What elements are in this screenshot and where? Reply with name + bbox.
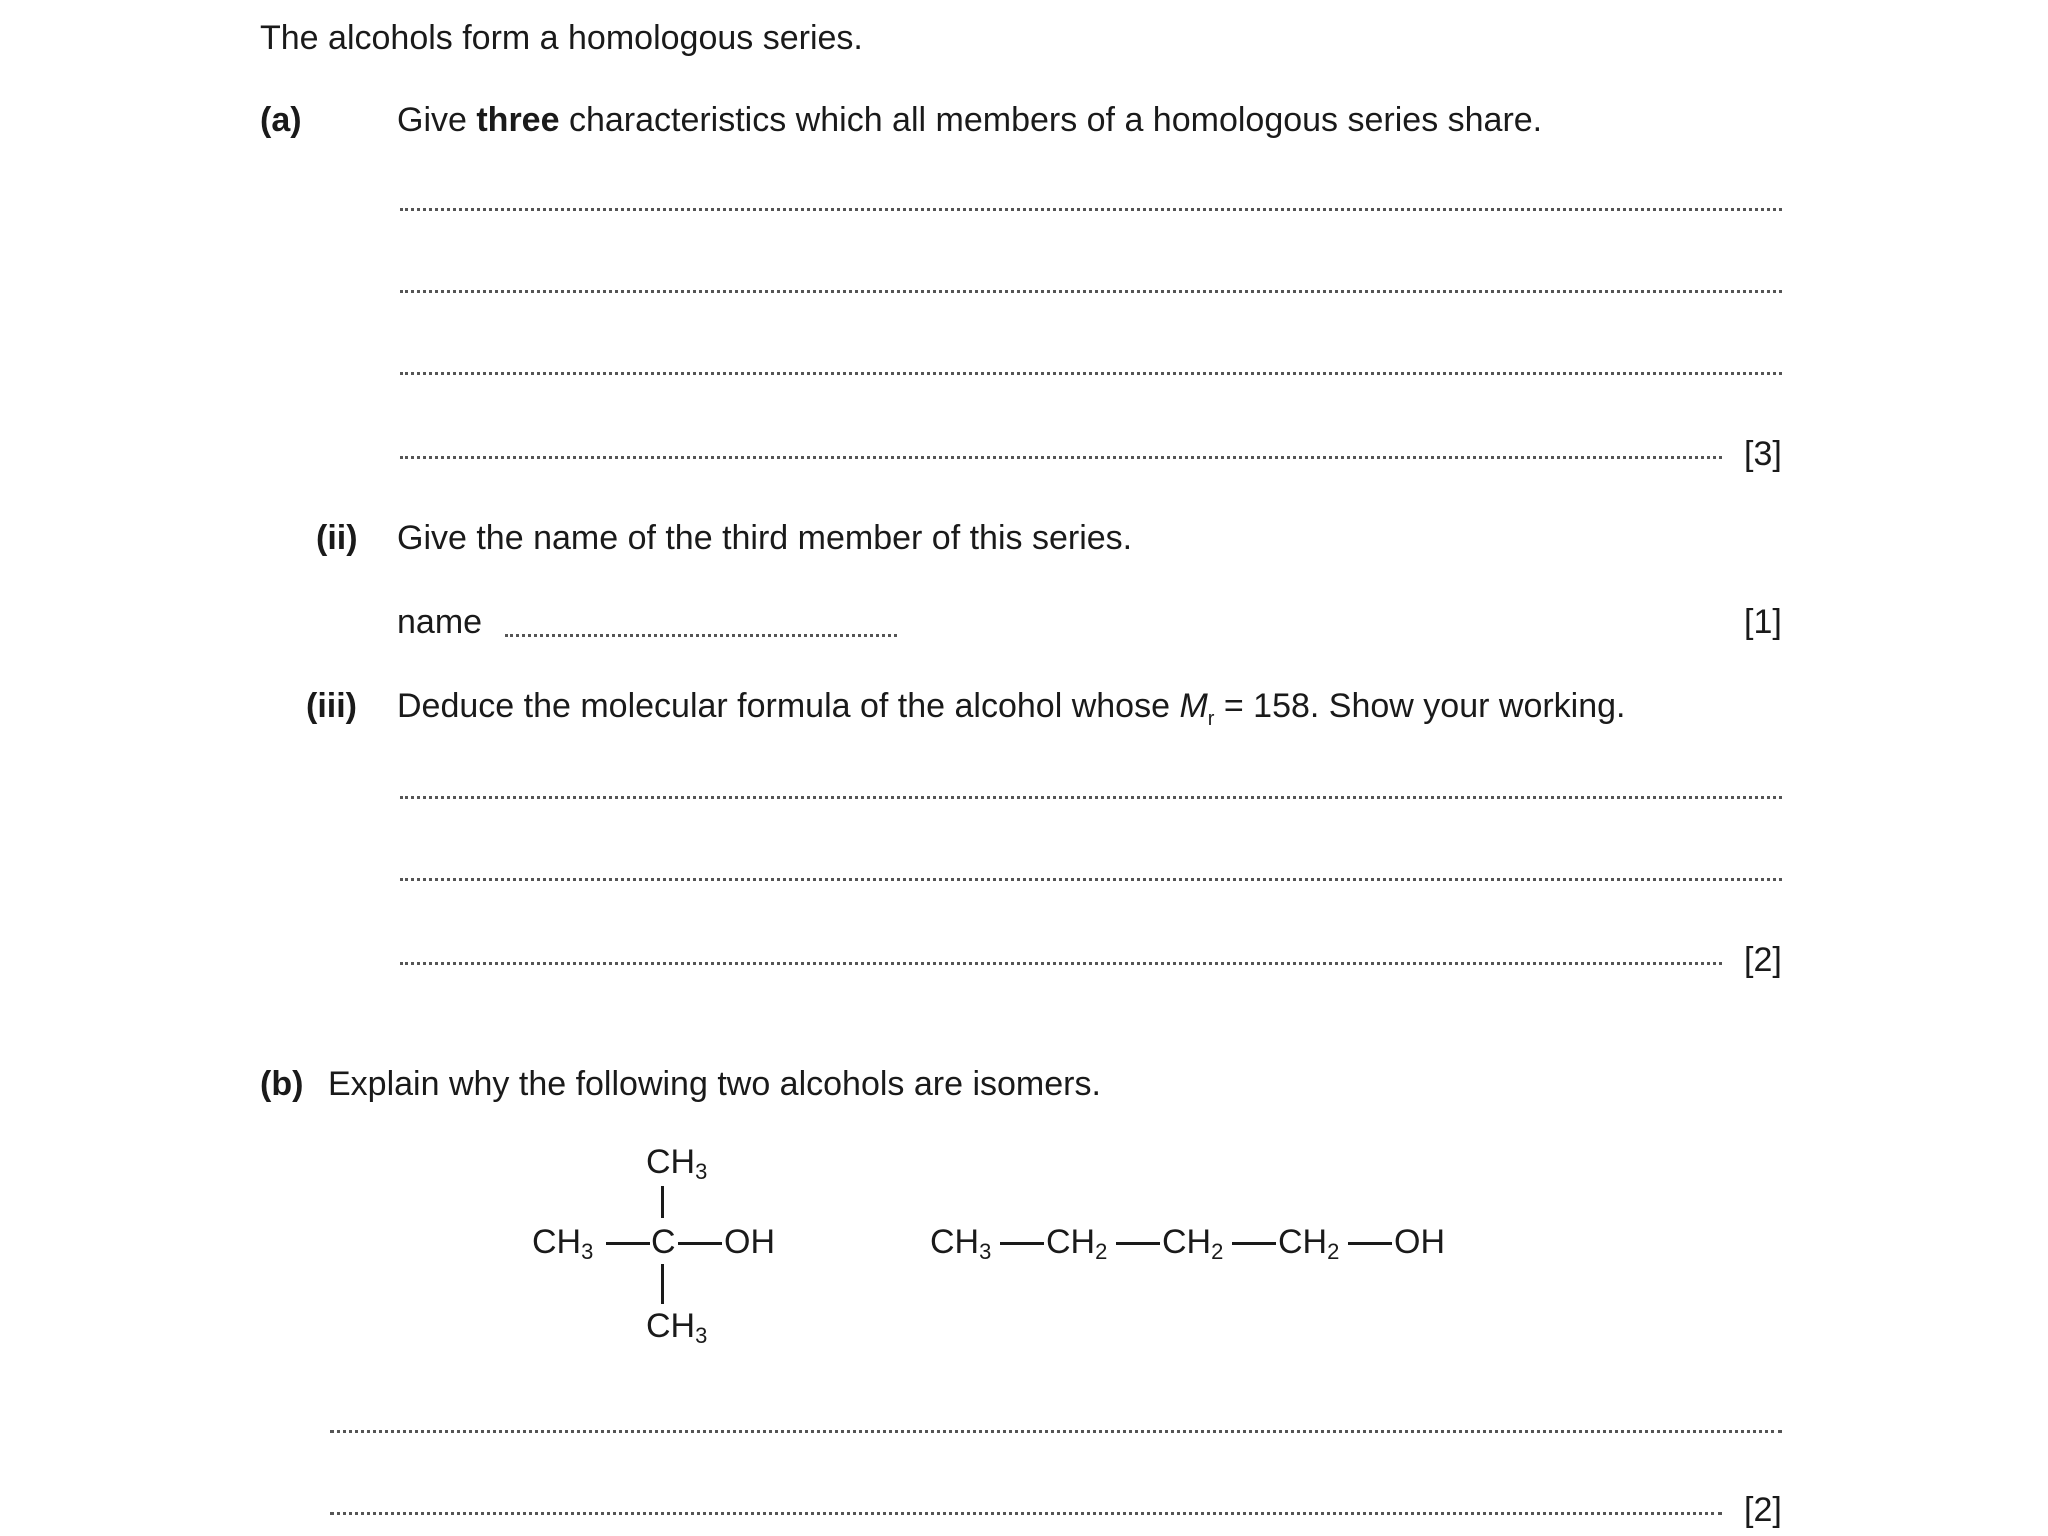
bond-line [1116,1242,1160,1245]
name-label: name [397,603,483,641]
part-a-label: (a) [260,101,302,139]
bond-line [661,1264,664,1304]
answer-line[interactable] [400,372,1782,375]
part-a-question: Give three characteristics which all members of a homologous series share. [397,101,1543,139]
answer-line[interactable] [400,796,1782,799]
molecule-2-group: $CH_2$ [1278,1223,1340,1264]
bond-line [1348,1242,1392,1245]
molecule-1-bottom-group: $CH_3$ [646,1307,708,1348]
answer-line[interactable] [400,208,1782,211]
answer-line[interactable] [400,290,1782,293]
molecule-2-group: $CH_3$ [930,1223,992,1264]
answer-line[interactable] [400,962,1722,965]
bond-line [606,1242,650,1245]
part-a-iii-question: Deduce the molecular formula of the alcohol whose $M_r = 158$. Show your working. [397,687,1626,730]
intro-text: The alcohols form a homologous series. [260,19,863,57]
part-a-ii-mark: [1] [1744,603,1782,641]
bond-line [678,1242,722,1245]
bond-line [661,1186,664,1218]
answer-line[interactable] [330,1430,1782,1433]
molecule-1-top-group: $CH_3$ [646,1143,708,1184]
part-b-mark: [2] [1744,1491,1782,1529]
molecule-2-group: $CH_2$ [1162,1223,1224,1264]
molecule-2-hydroxyl: OH [1394,1223,1445,1261]
part-a-iii-label: (iii) [306,687,357,725]
molecule-1-central-carbon: C [651,1223,676,1261]
part-a-mark: [3] [1744,435,1782,473]
answer-line[interactable] [330,1512,1722,1515]
part-a-ii-question: Give the name of the third member of this series. [397,519,1133,557]
molecule-2-group: $CH_2$ [1046,1223,1108,1264]
part-a-iii-mark: [2] [1744,941,1782,979]
part-b-question: Explain why the following two alcohols are isomers. [328,1065,1101,1103]
molecule-1-hydroxyl: OH [724,1223,775,1261]
bond-line [1000,1242,1044,1245]
answer-line[interactable] [400,456,1722,459]
name-answer-line[interactable] [505,634,897,637]
answer-line[interactable] [400,878,1782,881]
part-a-ii-label: (ii) [316,519,358,557]
bond-line [1232,1242,1276,1245]
molecule-1-left-group: $CH_3$ [532,1223,594,1264]
part-b-label: (b) [260,1065,304,1103]
